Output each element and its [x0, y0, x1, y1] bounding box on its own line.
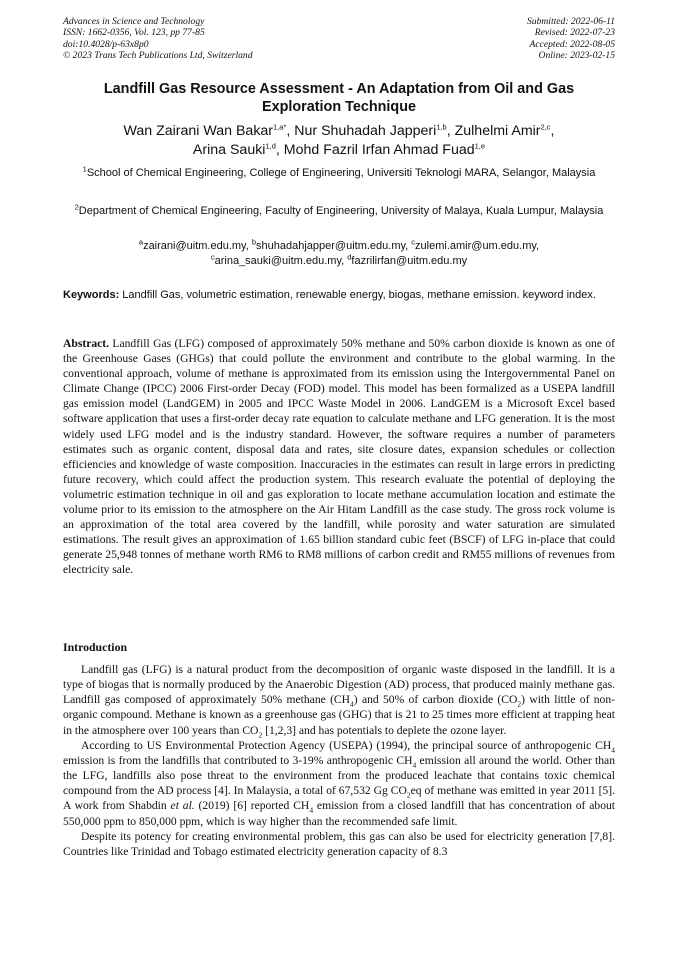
text-run: emission is from the landfills that contributed to 3-19% anthropogenic CH [63, 753, 413, 767]
author-name: Zulhelmi Amir [454, 123, 541, 139]
author-separator: , [275, 141, 284, 158]
affiliation-text: Department of Chemical Engineering, Faculty of Engineering, University of Malaya, Kuala Lumpur, Malaysia [78, 205, 604, 217]
author-name: Arina Sauki [192, 141, 266, 158]
text-run: ) and 50% of carbon dioxide (CO [353, 693, 518, 707]
keywords-label: Keywords: [63, 289, 120, 301]
text-run: ) with little of non-organic compound. Methane is known as a greenhouse gas (GHG) that is 21 to 25 times more efficient at trapping heat in the atmosphere over 100 years than CO [63, 693, 615, 737]
email-link[interactable]: arina_sauki@uitm.edu.my, [214, 254, 348, 267]
submission-dates [527, 16, 615, 62]
intro-paragraph-2 [63, 738, 615, 829]
subscript: 4 [350, 699, 354, 709]
title-line-2: Exploration Technique [261, 99, 417, 115]
date-revised: Revised: 2022-07-23 [534, 27, 615, 39]
paper-title [63, 80, 615, 116]
text-run: eq of methane was emitted in year 2011 [5]. A work from Shabdin [63, 784, 615, 813]
subscript: 4 [611, 745, 615, 755]
email-mark: d [347, 252, 352, 262]
intro-paragraph-1 [63, 662, 615, 738]
text-run: According to US Environmental Protection Agency (USEPA) (1994), the principal source of anthropogenic CH [81, 738, 612, 752]
author-affil-mark: 2,c [540, 122, 551, 132]
author-list [63, 122, 615, 159]
keywords-text: Landfill Gas, volumetric estimation, renewable energy, biogas, methane emission. keyword index. [119, 289, 596, 301]
journal-name: Advances in Science and Technology [63, 16, 205, 27]
author-separator: , [286, 123, 295, 139]
text-run: emission from a closed landfill that has concentration of about 550,000 ppm to 850,000 ppm, which is way higher than the recommended safe limit. [63, 799, 616, 828]
intro-paragraph-3: Despite its potency for creating environmental problem, this gas can also be used for electricity generation [7,8]. Countries like Trinidad and Tobago estimated electricity generation capacity of 8.3 [63, 829, 615, 858]
email-mark: b [251, 237, 257, 247]
journal-issn: ISSN: 1662-0356, Vol. 123, pp 77-85 [63, 27, 205, 39]
journal-doi: doi:10.4028/p-63x8p0 [63, 38, 149, 50]
email-mark: c [411, 237, 416, 247]
date-online: Online: 2023-02-15 [538, 50, 615, 62]
journal-info [63, 16, 253, 62]
author-name: Mohd Fazril Irfan Ahmad Fuad [283, 141, 475, 158]
date-accepted: Accepted: 2022-08-05 [529, 38, 615, 50]
text-run: emission all around the world. Other than the LFG, landfills also pose threat to the environment from the produced leachate that contains toxic chemical compound from the AD process [4]. In Malaysia, a total of 67,532 Gg CO [63, 753, 615, 798]
introduction-body [63, 662, 615, 859]
italic-text: et al. [170, 799, 195, 813]
author-affil-mark: 1,b [436, 122, 447, 132]
subscript: 2 [517, 699, 522, 709]
email-link[interactable]: fazrilirfan@uitm.edu.my [351, 254, 468, 267]
subscript: 4 [412, 760, 417, 770]
text-run: Landfill gas (LFG) is a natural product from the decomposition of organic waste disposed in the landfill. It is a type of biogas that is normally produced by the Anaerobic Digestion (AD) process, that produced mainly methane gas. Landfill gas composed of approximately 50% methane (CH [63, 663, 615, 707]
author-separator: , [446, 123, 455, 139]
text-run: (2019) [6] reported CH [194, 799, 310, 813]
abstract-text: Landfill Gas (LFG) composed of approximately 50% methane and 50% carbon dioxide is known as one of the Greenhouse Gases (GHGs) that could pollute the environment and contribute to the global warming. In the conventional approach, volume of methane is approximated from its emission using the Intergovernmental Panel on Climate Change (IPCC) 2006 First-order Decay (FOD) model. This model has been formalized as a USEPA landfill gas emission model (LandGEM) in 2005 and IPCC Waste Model in 2006. LandGEM is a Microsoft Excel based software application that uses a first-order decay rate equation to calculate methane and LFG generation. It is the most widely used LFG model and is the industry standard. However, the software requires a number of parameters estimates such as organic content, disposal data and rates, site closure dates, expansion schedules or collection efficiencies and knowledge of waste composition. Inaccuracies in the estimates can result in large errors in predicting future recovery, which could affect the production system. This research evaluate the potential of deploying the volumetric estimation technique in oil and gas exploration to locate methane accumulation location and estimate the volume prior to its emission to the atmosphere on the Air Hitam Landfill as the case study. The gross rock volume is an approximation of the total area covered by the landfill, while porosity and water saturation are simulated estimations. The result gives an approximation of 1.65 billion standard cubic feet (BSCF) of LFG in-place that could generate 25,948 tonnes of methane worth RM6 to RM8 millions of carbon credit and RM55 millions of revenues from electricity sale. [63, 337, 615, 577]
author-affil-mark: 1,a* [273, 122, 287, 132]
text-run: [1,2,3] and has potentials to deplete the ozone layer. [262, 723, 507, 737]
affiliation-mark: 2 [74, 202, 79, 212]
email-link[interactable]: zairani@uitm.edu.my, [143, 240, 252, 252]
author-name: Nur Shuhadah Japperi [294, 123, 437, 139]
journal-copyright: © 2023 Trans Tech Publications Ltd, Switzerland [63, 50, 253, 62]
author-emails [63, 239, 615, 269]
keywords-paragraph [63, 288, 615, 303]
subscript: 2 [258, 729, 263, 739]
email-mark: c [210, 252, 215, 262]
subscript: 2 [406, 790, 411, 800]
section-heading-introduction: Introduction [63, 640, 128, 654]
author-separator: , [550, 123, 555, 139]
affiliation-text: School of Chemical Engineering, College of Engineering, Universiti Teknologi MARA, Selangor, Malaysia [86, 167, 596, 179]
email-mark: a [138, 237, 144, 247]
title-line-1: Landfill Gas Resource Assessment - An Adaptation from Oil and Gas [103, 81, 575, 97]
author-affil-mark: 1,e [474, 140, 486, 150]
abstract-label: Abstract. [63, 337, 110, 350]
author-affil-mark: 1,d [265, 140, 276, 150]
email-link[interactable]: shuhadahjapper@uitm.edu.my, [256, 240, 412, 252]
affiliation-2 [63, 204, 615, 220]
author-name: Wan Zairani Wan Bakar [123, 123, 274, 139]
affiliation-1 [63, 166, 615, 182]
abstract-paragraph [63, 336, 615, 578]
date-submitted: Submitted: 2022-06-11 [526, 16, 615, 27]
subscript: 4 [309, 805, 314, 815]
affiliation-mark: 1 [82, 164, 87, 174]
email-link[interactable]: zulemi.amir@um.edu.my, [415, 240, 540, 252]
